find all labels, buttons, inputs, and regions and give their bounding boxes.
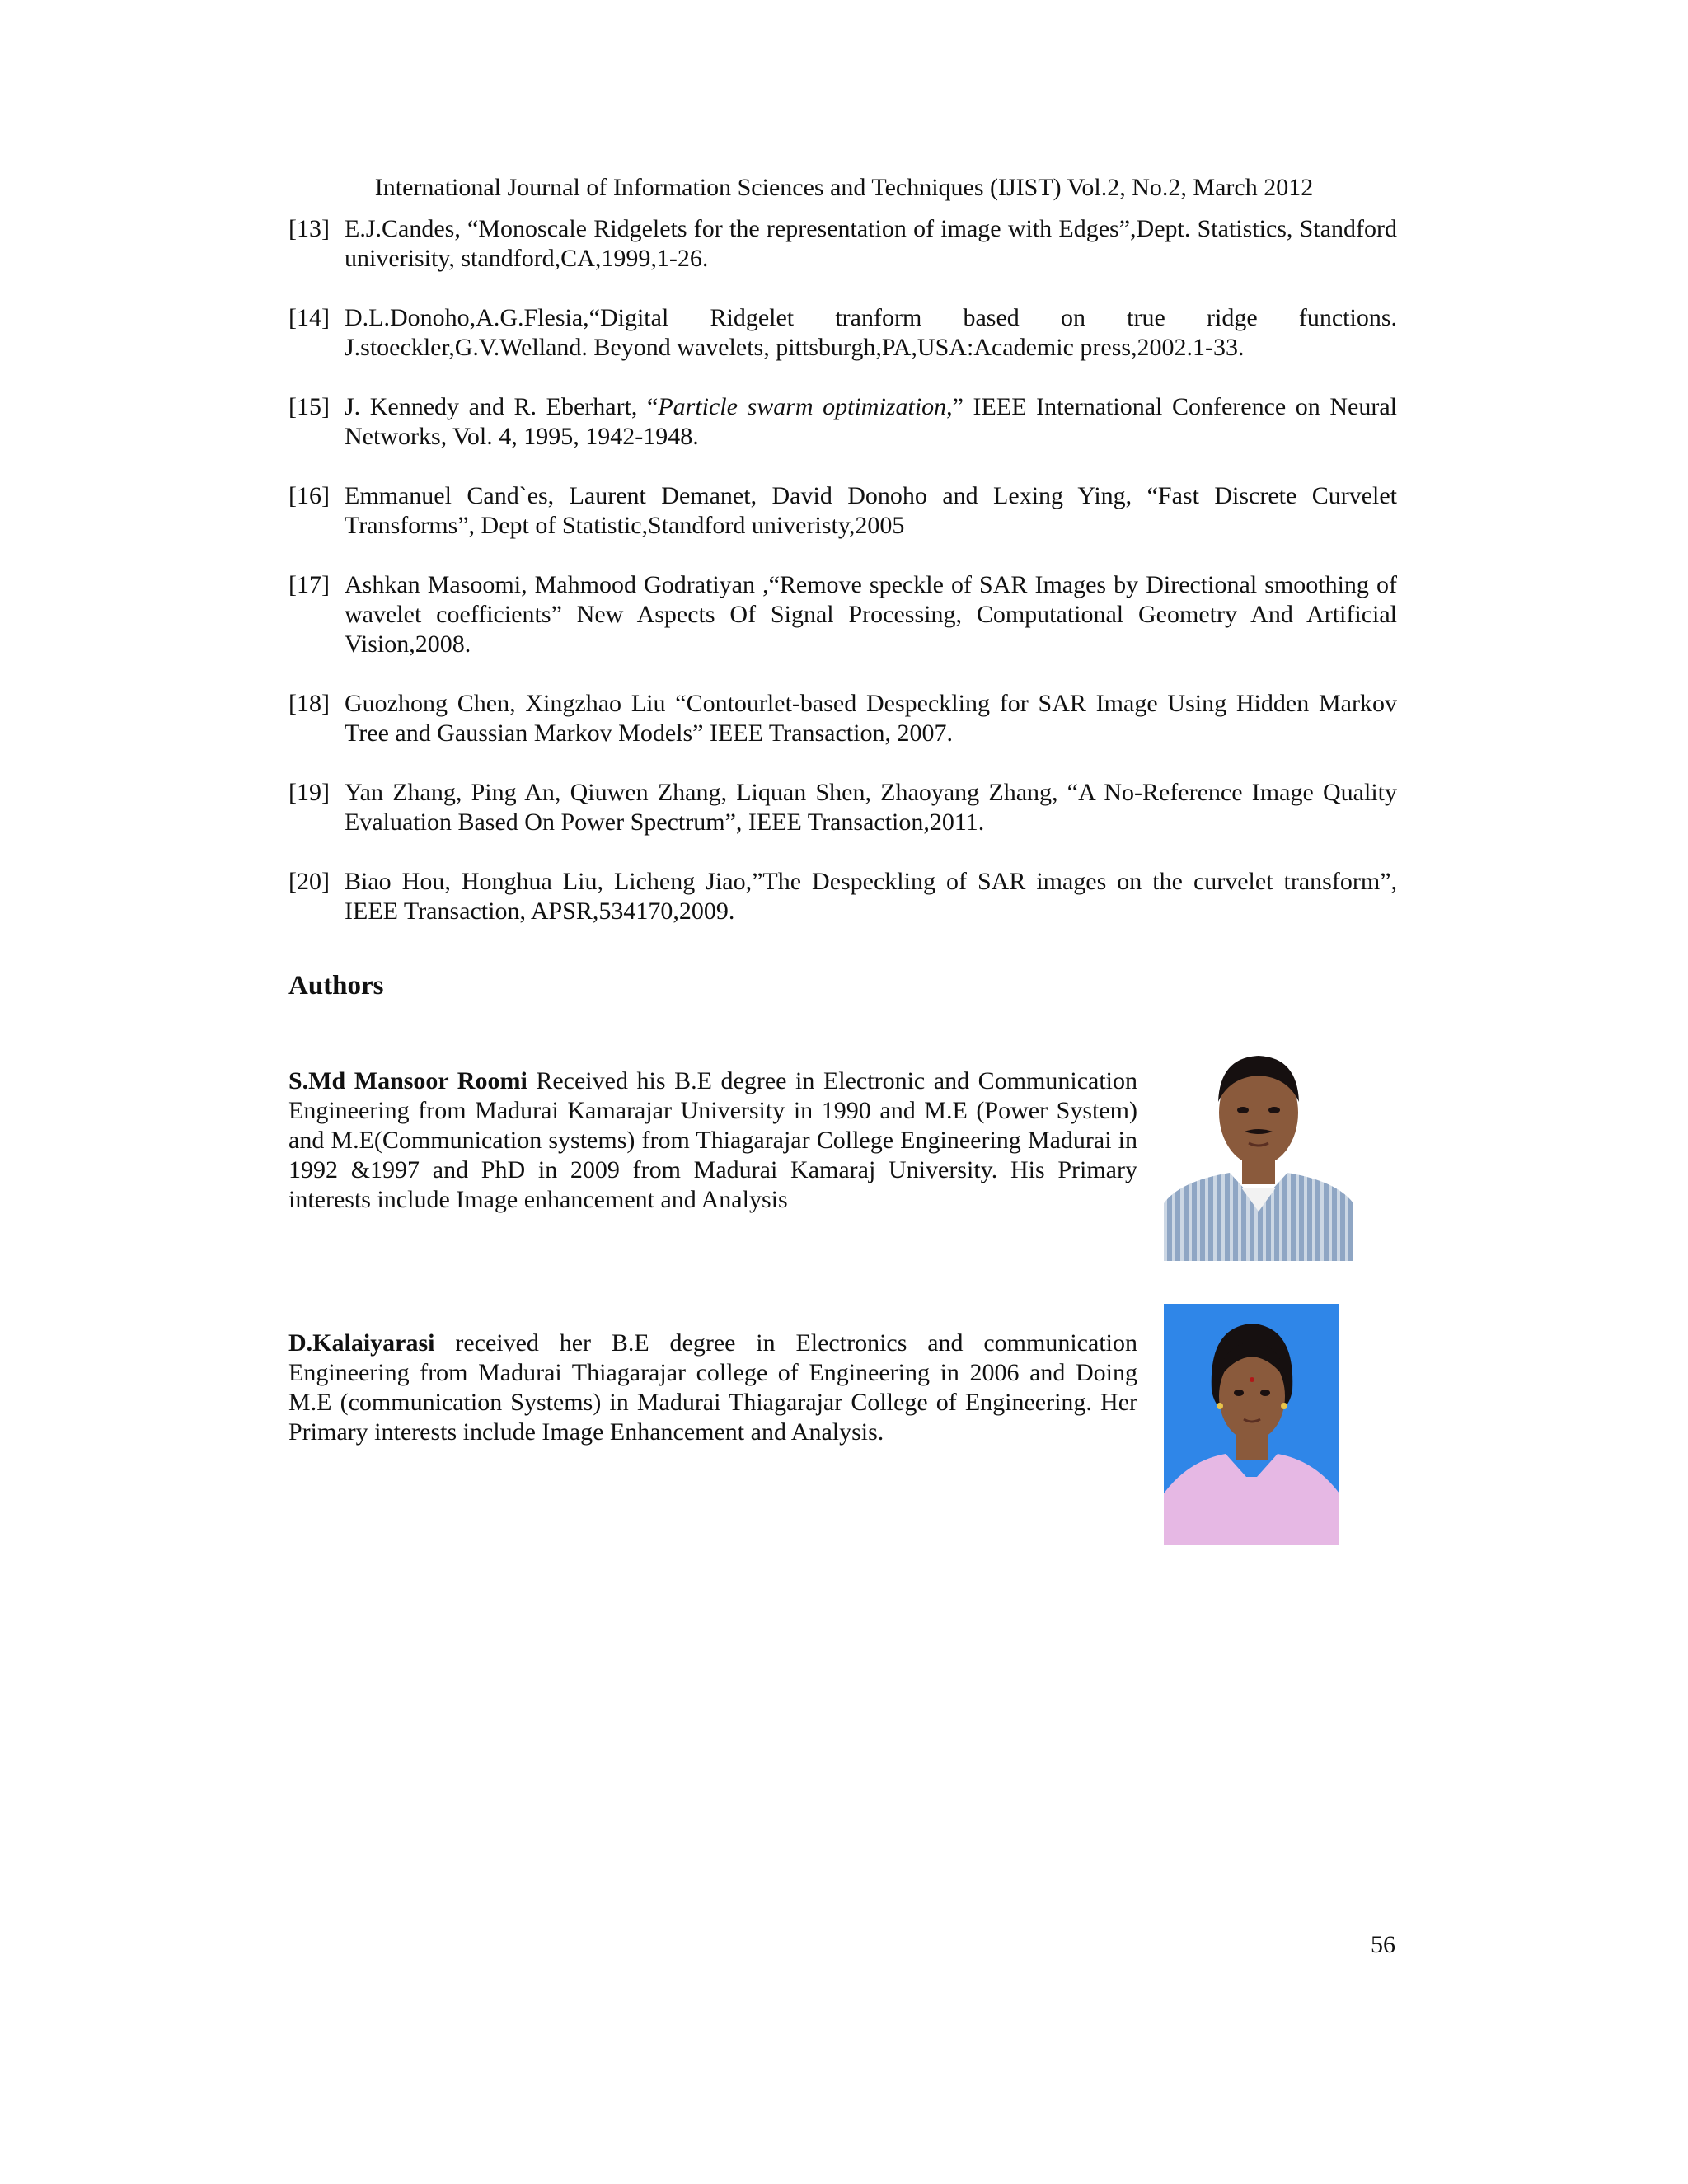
page-number: 56 [1371, 1931, 1395, 1958]
reference-number: [13] [288, 215, 330, 242]
reference-text: Ashkan Masoomi, Mahmood Godratiyan ,“Remove speckle of SAR Images by Directional smoothing of wavelet coefficients” New Aspects Of Signal Processing, Computational Geometry And Artificial Vision,2008. [345, 571, 1397, 658]
reference-item [288, 214, 1397, 274]
author-bio [288, 1329, 1137, 1447]
reference-number: [15] [288, 393, 330, 420]
female-portrait-icon [1164, 1304, 1339, 1545]
author-name: S.Md Mansoor Roomi [288, 1067, 528, 1094]
male-portrait-icon [1164, 1034, 1353, 1261]
reference-item [288, 570, 1397, 659]
reference-text: J. Kennedy and R. Eberhart, “Particle swarm optimization,” IEEE International Conference on Neural Networks, Vol. 4, 1995, 1942-1948. [345, 393, 1397, 450]
reference-number: [20] [288, 868, 330, 895]
reference-item [288, 481, 1397, 541]
reference-number: [14] [288, 304, 330, 331]
reference-number: [18] [288, 690, 330, 717]
author-bio-text: Received his B.E degree in Electronic and Communication Engineering from Madurai Kamarajar University in 1990 and M.E (Power System) and M.E(Communication systems) from Thiagarajar College Engineering Madurai in 1992 &1997 and PhD in 2009 from Madurai Kamaraj University. His Primary interests include Image enhancement and Analysis [288, 1067, 1138, 1213]
author-photo [1164, 1304, 1339, 1545]
reference-text: Yan Zhang, Ping An, Qiuwen Zhang, Liquan Shen, Zhaoyang Zhang, “A No-Reference Image Quality Evaluation Based On Power Spectrum”, IEEE Transaction,2011. [345, 779, 1397, 836]
authors-heading: Authors [288, 971, 384, 1001]
reference-text: E.J.Candes, “Monoscale Ridgelets for the representation of image with Edges”,Dept. Statistics, Standford univerisity, standford,CA,1999,1-26. [345, 215, 1397, 272]
author-bio [288, 1066, 1137, 1215]
reference-item [288, 867, 1397, 926]
reference-title-italic: Particle swarm optimization [658, 393, 947, 420]
reference-text: Emmanuel Cand`es, Laurent Demanet, David Donoho and Lexing Ying, “Fast Discrete Curvelet Transforms”, Dept of Statistic,Standford univeristy,2005 [345, 482, 1397, 539]
reference-number: [17] [288, 571, 330, 598]
reference-text: Guozhong Chen, Xingzhao Liu “Contourlet-based Despeckling for SAR Image Using Hidden Markov Tree and Gaussian Markov Models” IEEE Transaction, 2007. [345, 690, 1397, 747]
author-name: D.Kalaiyarasi [288, 1329, 435, 1357]
reference-item [288, 689, 1397, 748]
reference-item [288, 778, 1397, 837]
author-bio-text: received her B.E degree in Electronics and communication Engineering from Madurai Thiagarajar college of Engineering in 2006 and Doing M.E (communication Systems) in Madurai Thiagarajar College of Engineering. Her Primary interests include Image Enhancement and Analysis. [288, 1329, 1137, 1446]
reference-text: D.L.Donoho,A.G.Flesia,“Digital Ridgelet tranform based on true ridge functions. J.stoeckler,G.V.Welland. Beyond wavelets, pittsburgh,PA,USA:Academic press,2002.1-33. [345, 304, 1397, 361]
reference-item [288, 392, 1397, 452]
reference-list [288, 214, 1397, 956]
reference-text: Biao Hou, Honghua Liu, Licheng Jiao,”The Despeckling of SAR images on the curvelet transform”, IEEE Transaction, APSR,534170,2009. [345, 868, 1397, 925]
reference-number: [19] [288, 779, 330, 806]
reference-number: [16] [288, 482, 330, 509]
author-photo [1164, 1034, 1353, 1261]
reference-item [288, 303, 1397, 363]
running-header: International Journal of Information Sciences and Techniques (IJIST) Vol.2, No.2, March 2012 [374, 174, 1314, 201]
